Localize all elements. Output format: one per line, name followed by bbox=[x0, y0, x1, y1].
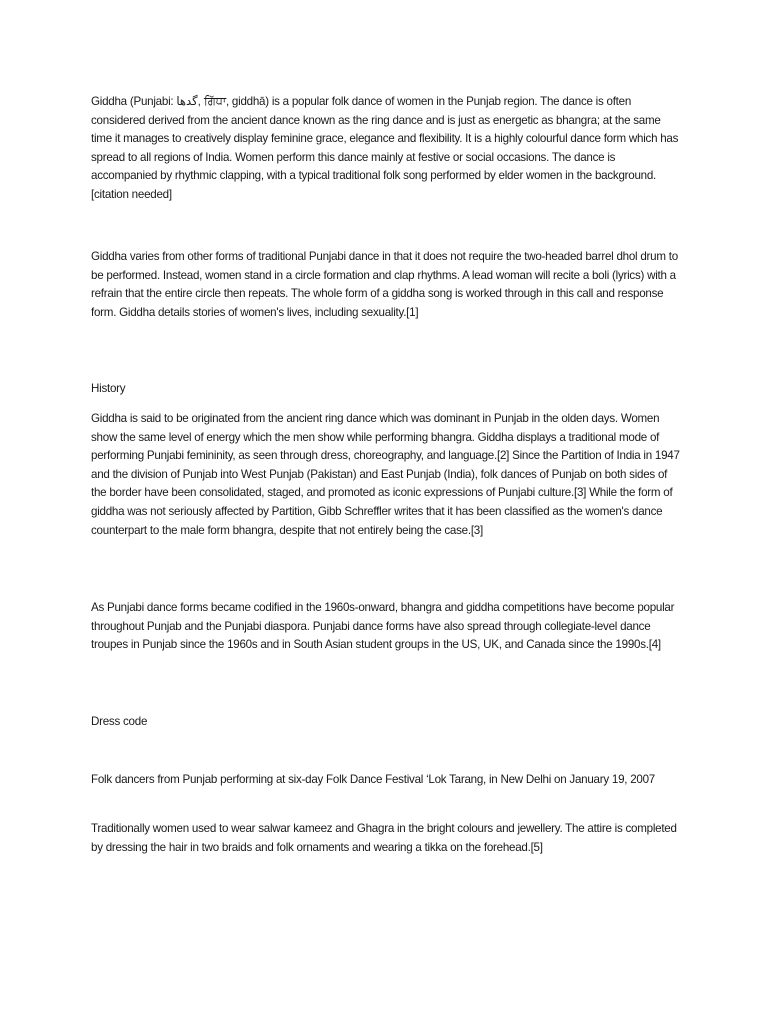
history-paragraph-2: As Punjabi dance forms became codified in the 1960s-onward, bhangra and giddha competitions have become popular throughout Punjab and the Punjabi diaspora. Punjabi dance forms have also spread through collegiate-level dance troupes in Punjab since the 1960s and in South Asian student groups in the US, UK, and Canada since the 1990s.[4] bbox=[91, 601, 675, 652]
history-heading: History bbox=[91, 382, 126, 395]
history-paragraph-1: Giddha is said to be originated from the ancient ring dance which was dominant in Punjab in the olden days. Women show the same level of energy which the men show while performing bhangra. Giddha displays a traditional mode of performing Punjabi femininity, as seen through dress, choreography, and language.[2] Since the Partition of India in 1947 and the division of Punjab into West Punjab (Pakistan) and East Punjab (India), folk dances of Punjab on both sides of the border have been consolidated, staged, and promoted as iconic expressions of Punjabi culture.[3] While the form of giddha was not seriously affected by Partition, Gibb Schreffler writes that it has been classified as the women's dance counterpart to the male form bhangra, despite that not entirely being the case.[3] bbox=[91, 412, 680, 537]
intro-paragraph: Giddha (Punjabi: گدھا, ਗਿੱਧਾ, giddhā) is a popular folk dance of women in the Punjab region. The dance is often considered derived from the ancient dance known as the ring dance and is just as energetic as bhangra; at the same time it manages to creatively display feminine grace, elegance and flexibility. It is a highly colourful dance form which has spread to all regions of India. Women perform this dance mainly at festive or social occasions. The dance is accompanied by rhythmic clapping, with a typical traditional folk song performed by elder women in the background.[citation needed] bbox=[91, 95, 679, 201]
photo-caption: Folk dancers from Punjab performing at six-day Folk Dance Festival ‘Lok Tarang, in New Delhi on January 19, 2007 bbox=[91, 773, 655, 786]
variation-paragraph: Giddha varies from other forms of traditional Punjabi dance in that it does not require the two-headed barrel dhol drum to be performed. Instead, women stand in a circle formation and clap rhythms. A lead woman will recite a boli (lyrics) with a refrain that the entire circle then repeats. The whole form of a giddha song is worked through in this call and response form. Giddha details stories of women's lives, including sexuality.[1] bbox=[91, 250, 678, 319]
dress-code-heading: Dress code bbox=[91, 715, 148, 728]
dress-paragraph: Traditionally women used to wear salwar kameez and Ghagra in the bright colours and jewellery. The attire is completed by dressing the hair in two braids and folk ornaments and wearing a tikka on the forehead.[5] bbox=[91, 822, 677, 854]
